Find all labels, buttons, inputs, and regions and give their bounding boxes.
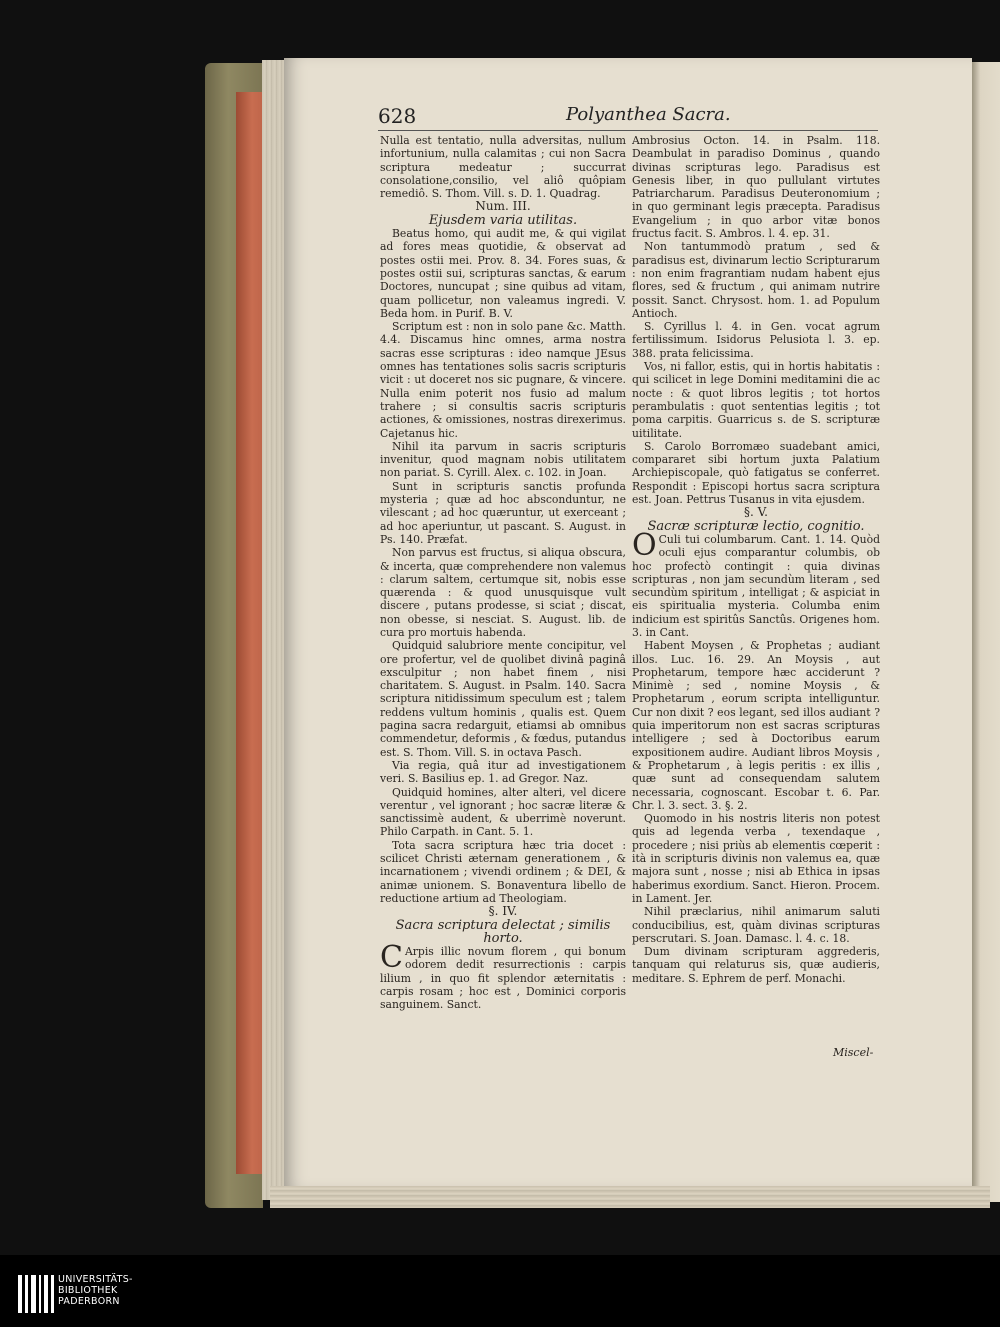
paragraph: Nulla est tentatio, nulla adversitas, nullum infortunium, nulla calamitas ; cui non Sacra scriptura medeatur ; succurrat consolatione,consilio, vel aliô quôpiam remediô. S. Thom. Vill. s. D. 1. Quadrag. — [380, 134, 626, 201]
paragraph: Sunt in scripturis sanctis profunda mysteria ; quæ ad hoc absconduntur, ne vilescant ; ad hoc quæruntur, ut exerceant ; ad hoc aperiuntur, ut pascant. S. August. in Ps. 140. Præfat. — [380, 479, 626, 546]
paragraph: Dum divinam scripturam aggrederis, tanquam qui relaturus sis, quæ audieris, meditare. S. Ephrem de perf. Monachi. — [632, 945, 880, 985]
section-title: Sacra scriptura delectat ; similis horto. — [395, 917, 611, 946]
library-name-line: BIBLIOTHEK — [58, 1285, 118, 1296]
paragraph: S. Carolo Borromæo suadebant amici, compararet sibi hortum juxta Palatium Archiepiscopale, quò fatigatus se conferret. Respondit : Episcopi hortus sacra scriptura est. Joan. Pettrus Tusanus in vita ejusdem. — [632, 439, 880, 507]
paragraph: Non parvus est fructus, si aliqua obscura, & incerta, quæ comprehendere non valemus : clarum saltem, certumque sit, nobis esse quærenda : & quod unusquisque vult discere , putans prodesse, si sciat ; discat, non obesse, si nesciat. S. August. lib. de cura pro mortuis habenda. — [380, 546, 626, 639]
drop-initial: C — [380, 940, 403, 976]
section-number: §. IV. — [488, 904, 518, 919]
paragraph-with-initial — [380, 940, 626, 1012]
library-name — [58, 1274, 133, 1307]
paragraph: Quidquid homines, alter alteri, vel dicere verentur , vel ignorant ; hoc sacræ literæ & sanctissimè audent, & uberrimè noverunt. Philo Carpath. in Cant. 5. 1. — [380, 785, 626, 839]
paragraph: Non tantummodò pratum , sed & paradisus est, divinarum lectio Scripturarum : non enim fragrantiam nudam habent ejus flores, sed & fructum , qui animam nutrire possit. Sanct. Chrysost. hom. 1. ad Populum Antioch. — [632, 240, 880, 320]
paragraph: Habent Moysen , & Prophetas ; audiant illos. Luc. 16. 29. An Moysis , aut Prophetarum, tempore hæc acciderunt ? Minimè ; sed , nomine Moysis , & Prophetarum , eorum scripta intelliguntur. Cur non dixit ? eos legant, sed illos audiant ? quia imperitorum non est sacras scripturas intelligere ; sed à Doctoribus earum expositionem audire. Audiant libros Moysis , & Prophetarum , à legis peritis : ex illis , quæ sunt ad consequendam salutem necessaria, cognoscant. Escobar t. 6. Par. Chr. l. 3. sect. 3. §. 2. — [632, 639, 880, 812]
paragraph: Via regia, quâ itur ad investigationem veri. S. Basilius ep. 1. ad Gregor. Naz. — [380, 758, 626, 786]
left-text-column — [380, 134, 626, 1012]
paragraph: Nihil præclarius, nihil animarum saluti conducibilius, est, quàm divinas scripturas perscrutari. S. Joan. Damasc. l. 4. c. 18. — [632, 905, 880, 945]
page-header — [378, 104, 878, 128]
paragraph: Beatus homo, qui audit me, & qui vigilat ad fores meas quotidie, & observat ad postes ostii mei. Prov. 8. 34. Fores suas, & postes ostii sui, scripturas sanctas, & earum Doctores, nuncupat ; sine quibus ad vitam, quam pollicetur, non valeamus ingredi. V. Beda hom. in Purif. B. V. — [380, 227, 626, 320]
running-title: Polyanthea Sacra. — [566, 104, 731, 125]
paragraph: S. Cyrillus l. 4. in Gen. vocat agrum fertilissimum. Isidorus Pelusiota l. 3. ep. 388. pratа felicissima. — [632, 320, 880, 360]
page-number: 628 — [378, 104, 417, 128]
library-logo-icon — [18, 1275, 54, 1313]
paragraph: Nihil ita parvum in sacris scripturis invenitur, quod magnam nobis utilitatem non pariat. S. Cyrill. Alex. c. 102. in Joan. — [380, 439, 626, 480]
paragraph: Quomodo in his nostris literis non potest quis ad legenda verba , texendaque , procedere ; nisi priùs ab elementis cœperit : ità in scripturis divinis non valemus ea, quæ majora sunt , nosse ; nisi ab Ethica in ipsas haberimus exordium. Sanct. Hieron. Procem. in Lament. Jer. — [632, 812, 880, 905]
section-title: Ejusdem varia utilitas. — [428, 212, 578, 228]
section-number: §. V. — [743, 505, 768, 520]
right-text-column — [632, 134, 880, 985]
paragraph: Quidquid salubriore mente concipitur, vel ore profertur, vel de quolibet divinâ paginâ exsculpitur ; non habet finem , nisi charitatem. S. August. in Psalm. 140. Sacra scriptura nitidissimum speculum est ; talem reddens vultum hominis , qualis est. Quem pagina sacra redarguit, etiamsi ab omnibus commendetur, deformis , & fœdus, putandus est. S. Thom. Vill. S. in octava Pasch. — [380, 639, 626, 759]
paragraph-text: Arpis illic novum florem , qui bonum odorem dedit resurrectionis : carpis lilium , in quo fit splendor æternitatis : carpis rosam ; hoc est , Dominici corporis sanguinem. Sanct. — [380, 945, 626, 1012]
bottom-page-stack — [270, 1186, 990, 1208]
section-title: Sacræ scripturæ lectio, cognitio. — [647, 518, 865, 534]
library-name-line: PADERBORN — [58, 1296, 120, 1307]
library-name-line: UNIVERSITÄTS- — [58, 1274, 133, 1285]
paragraph: Vos, ni fallor, estis, qui in hortis habitatis : qui scilicet in lege Domini meditamini die ac nocte : & quot libros legitis ; tot hortos perambulatis : quot sententias legitis ; tot poma carpitis. Guarricus s. de S. scripturæ uitilitate. — [632, 360, 880, 440]
paragraph-with-initial — [632, 527, 880, 639]
section-number: Num. III. — [475, 199, 531, 214]
paragraph-text: Culi tui columbarum. Cant. 1. 14. Quòd oculi ejus comparantur columbis, ob hoc profectò contingit : quia divinas scripturas , non jam secundùm literam , sed secundùm spiritum , intelligat ; & aspiciat in eis spiritualia mysteria. Columba enim indicium est spiritûs Sanctûs. Origenes hom. 3. in Cant. — [632, 532, 880, 639]
library-footer — [0, 1255, 1000, 1327]
paragraph: Ambrosius Octon. 14. in Psalm. 118. Deambulat in paradiso Dominus , quando divinas scripturas lego. Paradisus est Genesis liber, in quo pullulant virtutes Patriarcharum. Paradisus Deuteronomium ; in quo germinant legis præcepta. Paradisus Evangelium ; in quo arbor vitæ bonos fructus facit. S. Ambros. l. 4. ep. 31. — [632, 134, 880, 241]
header-rule — [378, 130, 878, 131]
drop-initial: O — [632, 527, 657, 563]
paragraph: Scriptum est : non in solo pane &c. Matth. 4.4. Discamus hinc omnes, arma nostra sacras esse scripturas : ideo namque JEsus omnes has tentationes solis sacris scripturis vicit : ut doceret nos sic pugnare, & vincere. Nulla enim poterit nos fusio ad malum trahere ; si consultis sacris scripturis actiones, & omissiones, nostras direxerimus. Cajetanus hic. — [380, 320, 626, 440]
catchword: Miscel- — [833, 1046, 874, 1059]
paragraph: Tota sacra scriptura hæc tria docet : scilicet Christi æternam generationem , & incarnationem ; vivendi ordinem ; & DEI, & animæ unionem. S. Bonaventura libello de reductione artium ad Theologiam. — [380, 838, 626, 905]
facing-page-edge — [972, 62, 1000, 1202]
